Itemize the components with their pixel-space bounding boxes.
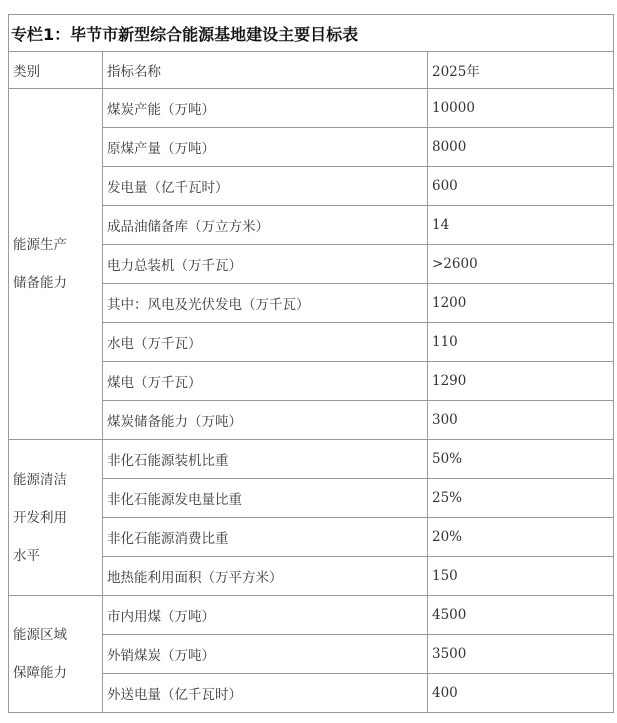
target-value: 8000	[428, 128, 614, 167]
indicator-name: 成品油储备库（万立方米）	[103, 206, 428, 245]
header-category: 类别	[9, 52, 103, 89]
category-label-line: 水平	[13, 547, 40, 564]
indicator-name: 市内用煤（万吨）	[103, 596, 428, 635]
table-row	[9, 596, 614, 635]
indicator-name: 外销煤炭（万吨）	[103, 635, 428, 674]
target-value: 1200	[428, 284, 614, 323]
header-year: 2025年	[428, 52, 614, 89]
category-cell	[9, 440, 103, 596]
target-value: 1290	[428, 362, 614, 401]
indicator-name: 原煤产量（万吨）	[103, 128, 428, 167]
indicator-name: 其中：风电及光伏发电（万千瓦）	[103, 284, 428, 323]
indicator-name: 水电（万千瓦）	[103, 323, 428, 362]
category-label-line: 开发利用	[13, 509, 67, 526]
target-value: 3500	[428, 635, 614, 674]
target-value: 25%	[428, 479, 614, 518]
table-header-row	[9, 52, 614, 89]
indicator-name: 非化石能源发电量比重	[103, 479, 428, 518]
header-indicator: 指标名称	[103, 52, 428, 89]
indicator-name: 电力总装机（万千瓦）	[103, 245, 428, 284]
category-label-line: 能源清洁	[13, 471, 67, 488]
target-value: 14	[428, 206, 614, 245]
category-label-line: 能源生产	[13, 237, 67, 253]
indicator-name: 外送电量（亿千瓦时）	[103, 674, 428, 713]
target-table	[8, 14, 614, 713]
target-value: 10000	[428, 89, 614, 128]
table-row	[9, 89, 614, 128]
indicator-name: 非化石能源装机比重	[103, 440, 428, 479]
target-value: 4500	[428, 596, 614, 635]
indicator-name: 地热能利用面积（万平方米）	[103, 557, 428, 596]
target-value: 110	[428, 323, 614, 362]
target-value: 300	[428, 401, 614, 440]
category-label-line: 能源区域	[13, 627, 67, 643]
category-label-line: 储备能力	[13, 275, 67, 291]
table-title-row	[9, 15, 614, 52]
target-value: >2600	[428, 245, 614, 284]
target-value: 400	[428, 674, 614, 713]
target-value: 50%	[428, 440, 614, 479]
category-label-line: 保障能力	[13, 665, 67, 681]
table-row	[9, 440, 614, 479]
indicator-name: 煤炭产能（万吨）	[103, 89, 428, 128]
indicator-name: 煤电（万千瓦）	[103, 362, 428, 401]
category-cell	[9, 596, 103, 713]
target-value: 20%	[428, 518, 614, 557]
target-value: 600	[428, 167, 614, 206]
indicator-name: 煤炭储备能力（万吨）	[103, 401, 428, 440]
target-value: 150	[428, 557, 614, 596]
category-cell	[9, 89, 103, 440]
table-title: 专栏1：毕节市新型综合能源基地建设主要目标表	[9, 15, 614, 52]
indicator-name: 发电量（亿千瓦时）	[103, 167, 428, 206]
indicator-name: 非化石能源消费比重	[103, 518, 428, 557]
